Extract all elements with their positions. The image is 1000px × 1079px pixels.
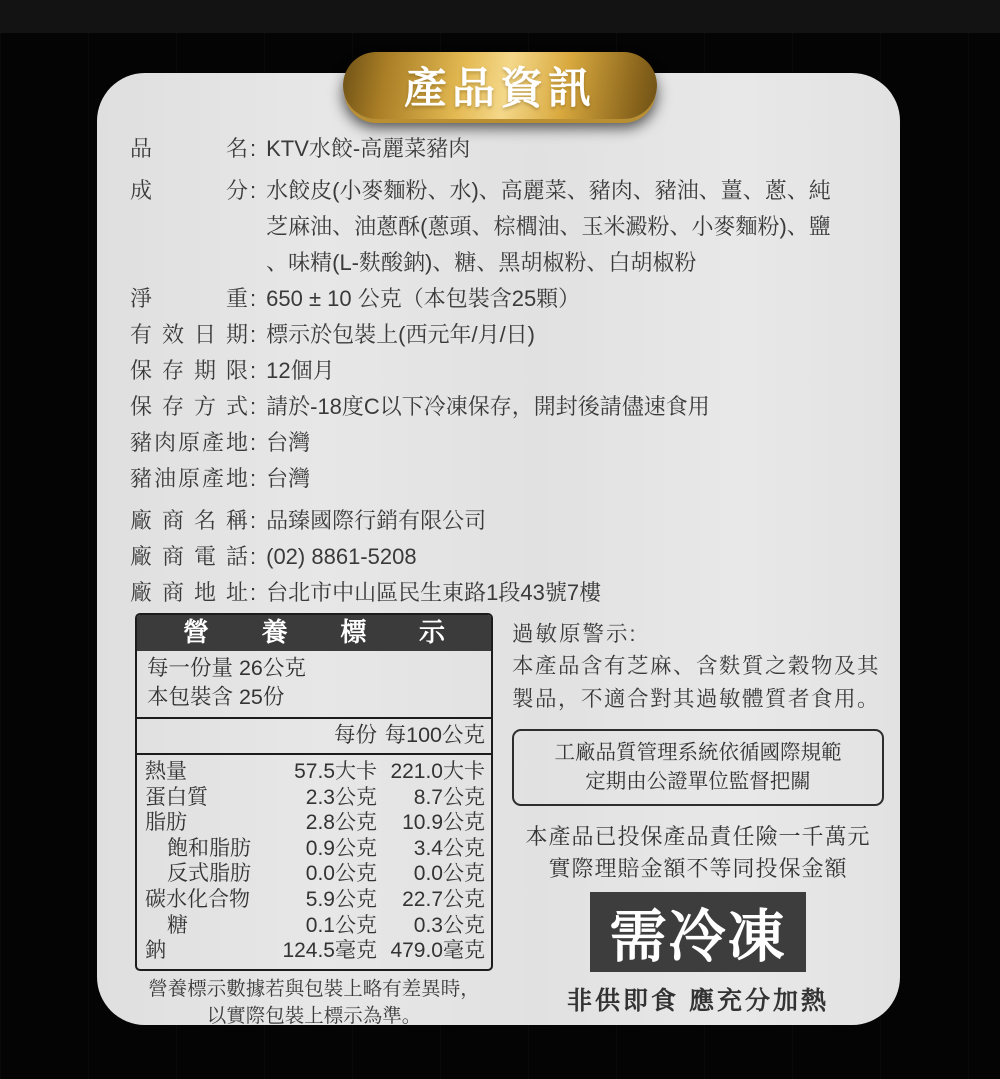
info-colon: :: [250, 580, 257, 605]
info-row-storage-method: [130, 389, 890, 425]
info-value: 品臻國際行銷有限公司: [266, 508, 487, 533]
heat-before-eating-note: 非供即食 應充分加熱: [567, 987, 829, 1015]
allergen-warning-line-1: 本產品含有芝麻、含麩質之穀物及其: [512, 654, 881, 678]
info-colon: :: [250, 394, 257, 419]
serving-size-line: 每一份量 26公克: [147, 656, 306, 680]
info-row-manufacturer-name: [130, 503, 890, 539]
info-label: 品名: [130, 136, 248, 161]
info-value: 12個月: [266, 358, 335, 383]
nutrition-rows: [137, 755, 491, 969]
info-value: 台北市中山區民生東路1段43號7樓: [266, 580, 602, 605]
info-label: 廠商名稱: [130, 508, 248, 533]
nutrition-row-saturated-fat: 飽和脂肪 0.9公克 3.4公克: [167, 836, 485, 860]
info-colon: :: [250, 358, 257, 383]
info-label: 廠商地址: [130, 580, 248, 605]
col-header-per-100g: 每100公克: [384, 723, 485, 747]
nutrition-row-calories: 熱量 57.5大卡 221.0大卡: [145, 760, 485, 783]
info-label: 成分: [130, 178, 248, 203]
info-row-expiry-date: [130, 317, 890, 353]
nutrition-row-sodium: 鈉 124.5毫克 479.0毫克: [145, 939, 485, 963]
nutrition-facts-section: [135, 613, 493, 1030]
nutrition-row-fat: 脂肪 2.8公克 10.9公克: [145, 811, 485, 835]
info-colon: :: [250, 430, 257, 455]
info-colon: :: [250, 178, 257, 203]
nutrition-facts-table: [135, 613, 493, 971]
info-row-pork-origin: [130, 425, 890, 461]
info-row-manufacturer-address: [130, 575, 890, 611]
nutrition-table-title: 營養標示: [137, 615, 491, 651]
page-title-badge: [343, 52, 657, 119]
info-colon: :: [250, 286, 257, 311]
nutrition-footnote-line-1: 營養標示數據若與包裝上略有差異時，: [148, 977, 480, 1000]
keep-frozen-label: 需冷凍: [609, 905, 787, 969]
page-title: 產品資訊: [404, 65, 596, 113]
ingredients-line-3: 、味精(L-麩酸鈉)、糖、黑胡椒粉、白胡椒粉: [266, 250, 697, 275]
col-header-per-serving: 每份: [333, 723, 377, 747]
right-panel: [512, 618, 884, 1017]
nutrition-row-trans-fat: 反式脂肪 0.0公克 0.0公克: [167, 862, 485, 886]
quality-certification-box: [512, 729, 884, 806]
product-info-card: [97, 73, 900, 1025]
nutrition-footnote-line-2: 以實際包裝上標示為準。: [206, 1004, 422, 1027]
nutrition-row-sugar: 糖 0.1公克 0.3公克: [167, 913, 485, 937]
serving-info: [137, 651, 491, 719]
allergen-warning-line-2: 製品，不適合對其過敏體質者食用。: [512, 687, 881, 711]
nutrition-footnote: [135, 976, 493, 1030]
quality-box-line-2: 定期由公證單位監督把關: [585, 770, 811, 793]
info-label: 豬油原產地: [130, 466, 248, 491]
info-value: [266, 173, 831, 281]
info-colon: :: [250, 322, 257, 347]
allergen-warning: [512, 618, 884, 716]
info-label: 廠商電話: [130, 544, 248, 569]
info-row-lard-origin: [130, 461, 890, 497]
info-row-product-name: [130, 131, 890, 167]
nutrition-column-headers: [137, 719, 491, 755]
info-row-shelf-life: [130, 353, 890, 389]
ingredients-line-1: 水餃皮(小麥麵粉、水)、高麗菜、豬肉、豬油、薑、蔥、純: [266, 178, 831, 203]
product-insurance-statement: [512, 821, 884, 885]
insurance-line-1: 本產品已投保產品責任險一千萬元: [525, 824, 871, 849]
info-row-net-weight: [130, 281, 890, 317]
info-row-manufacturer-phone: [130, 539, 890, 575]
info-value: KTV水餃-高麗菜豬肉: [266, 136, 471, 161]
allergen-warning-title: 過敏原警示:: [512, 622, 638, 646]
background-top-band: [0, 0, 1000, 33]
info-label: 保存方式: [130, 394, 248, 419]
info-value: 台灣: [266, 466, 311, 491]
info-value: 請於-18度C以下冷凍保存，開封後請儘速食用: [266, 394, 710, 419]
ingredients-line-2: 芝麻油、油蔥酥(蔥頭、棕櫚油、玉米澱粉、小麥麵粉)、鹽: [266, 214, 831, 239]
info-label: 淨重: [130, 286, 248, 311]
info-colon: :: [250, 508, 257, 533]
info-label: 保存期限: [130, 358, 248, 383]
info-label: 有效日期: [130, 322, 248, 347]
info-colon: :: [250, 544, 257, 569]
info-label: 豬肉原產地: [130, 430, 248, 455]
nutrition-row-carbohydrate: 碳水化合物 5.9公克 22.7公克: [145, 887, 485, 911]
info-row-ingredients: [130, 173, 890, 281]
insurance-line-2: 實際理賠金額不等同投保金額: [548, 856, 848, 881]
info-value: 台灣: [266, 430, 311, 455]
servings-per-pack-line: 本包裝含 25份: [147, 685, 285, 709]
keep-frozen-badge: [590, 892, 806, 972]
quality-box-line-1: 工廠品質管理系統依循國際規範: [554, 741, 842, 764]
info-colon: :: [250, 136, 257, 161]
info-value: (02) 8861-5208: [266, 544, 417, 569]
info-colon: :: [250, 466, 257, 491]
product-info-list: [130, 131, 890, 611]
nutrition-row-protein: 蛋白質 2.3公克 8.7公克: [145, 785, 485, 809]
info-value: 650 ± 10 公克（本包裝含25顆）: [266, 286, 581, 311]
info-value: 標示於包裝上(西元年/月/日): [266, 322, 536, 347]
